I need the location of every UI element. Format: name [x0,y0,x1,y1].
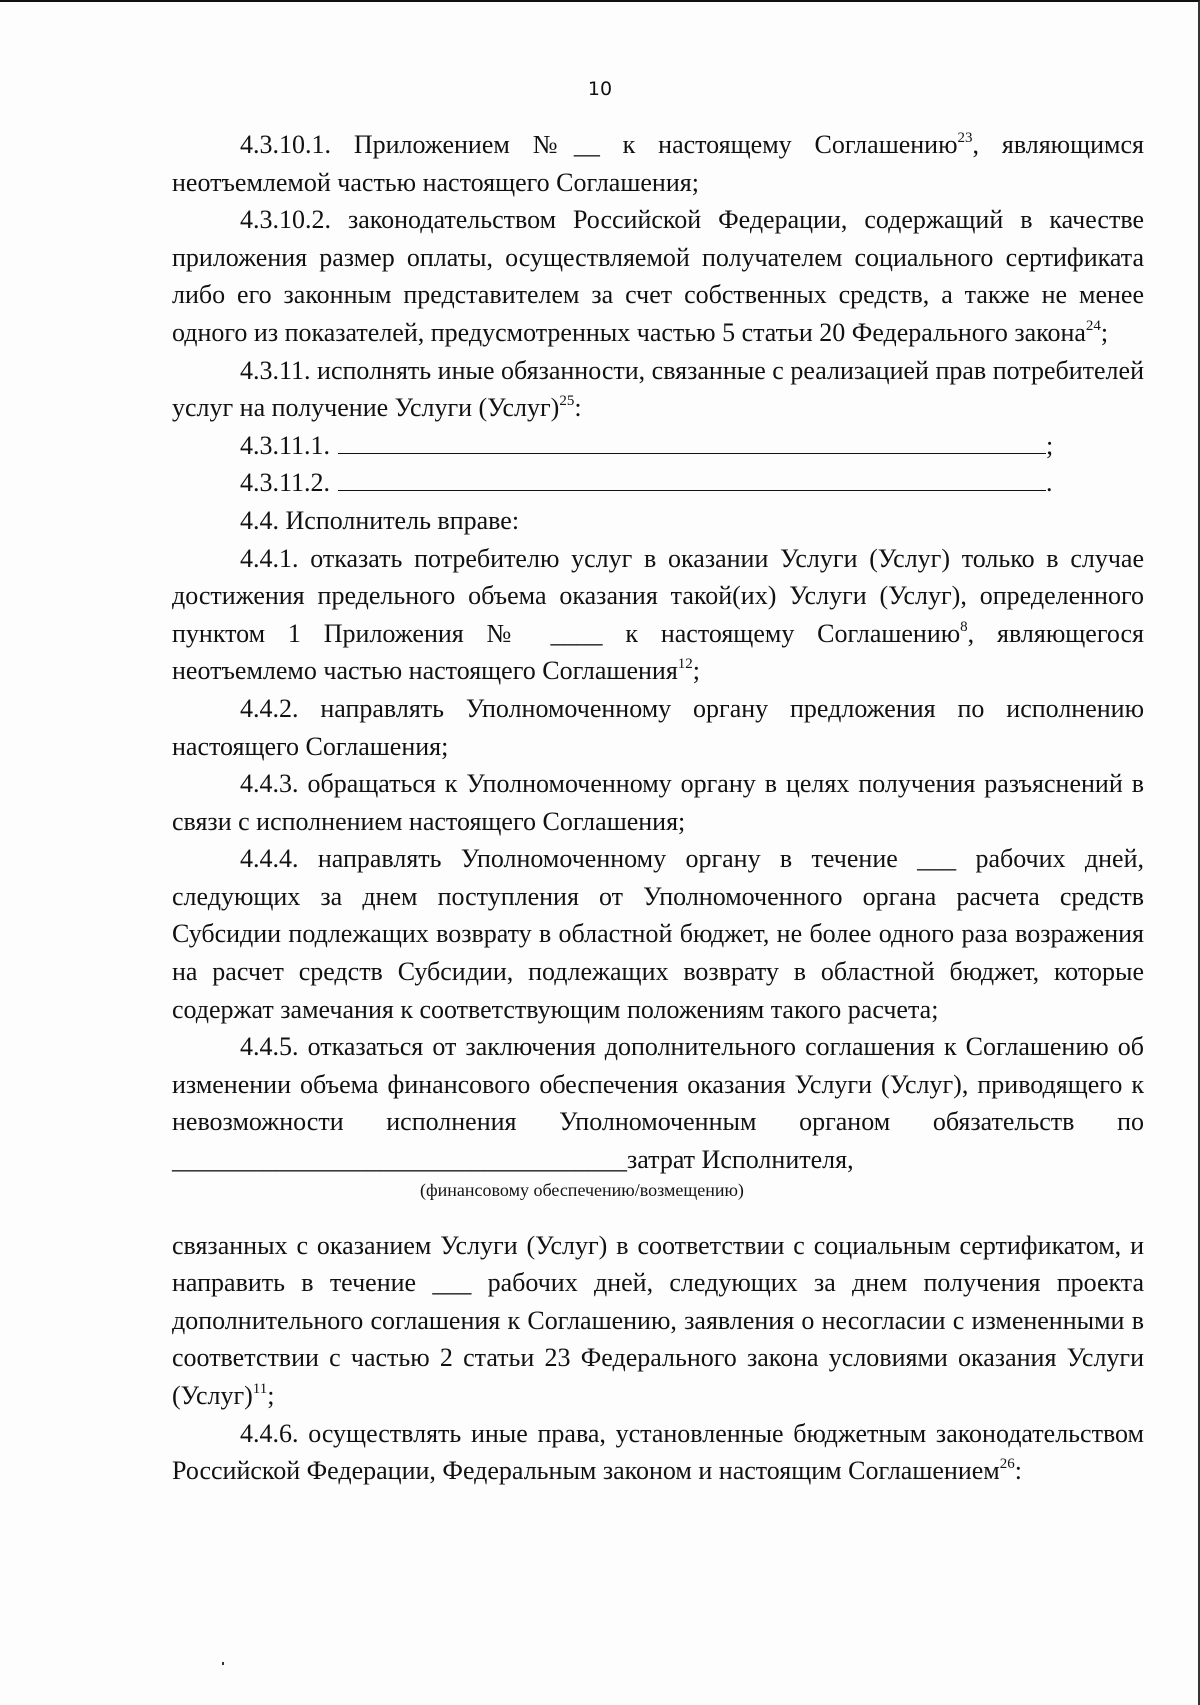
footnote-ref: 23 [957,130,973,146]
clause-4-4 [172,502,1144,540]
clause-4-4-2 [172,690,1144,765]
scan-speck [222,1662,224,1665]
clause-text: 4.3.11. исполнять иные обязанности, связанные с реализацией прав потребителей услуг на получение Услуги (Услуг) [172,355,1144,423]
clause-4-4-4 [172,840,1144,1028]
document-body [172,126,1144,1490]
footnote-ref: 8 [960,618,968,635]
clause-text-tail: ; [267,1381,275,1410]
clause-4-3-10-2 [172,201,1144,351]
clause-text: связанных с оказанием Услуги (Услуг) в соответствии с социальным сертификатом, и направить в течение ___ рабочих дней, следующих за днем получения проекта дополнительного соглашения к Соглашению, заявления о несогласии с измененными в соответствии с частью 2 статьи 23 Федерального закона условиями оказания Услуги (Услуг) [172,1230,1144,1410]
clause-4-3-11-1 [172,427,1144,465]
clause-text: 4.4.4. направлять Уполномоченному органу в течение ___ рабочих дней, следующих за днем поступления от Уполномоченного органа расчета средств Субсидии подлежащих возврату в областной бюджет, не более одного раза возражения на расчет средств Субсидии, подлежащих возврату в областной бюджет, которые содержат замечания к соответствующим положениям такого расчета; [172,844,1144,1024]
clause-4-3-10-1 [172,126,1144,201]
clause-text-mid: , являющегося неотъемлемо частью настоящего Соглашения [172,618,1144,686]
clause-end: . [1046,468,1053,498]
clause-text-tail: ; [692,656,701,686]
clause-4-3-11-2 [172,464,1144,502]
blank-fill-line [338,466,1046,491]
clause-end: ; [1046,430,1054,460]
footnote-ref: 24 [1085,317,1101,334]
clause-text: 4.4.5. отказаться от заключения дополнительного соглашения к Соглашению об изменении объема финансового обеспечения оказания Услуги (Услуг), приводящего к невозможности исполнения Уполномоченным органом обязательств по ___________________________________затрат Исполнителя, [172,1032,1144,1175]
clause-text: 4.4.2. направлять Уполномоченному органу предложения по исполнению настоящего Соглашения; [172,693,1144,761]
clause-text: 4.3.10.2. законодательством Российской Федерации, содержащий в качестве приложения размер оплаты, осуществляемой получателем социального сертификата либо его законным представителем за счет собственных средств, а также не менее одного из показателей, предусмотренных частью 5 статьи 20 Федерального закона [172,205,1144,347]
clause-text: 4.4.1. отказать потребителю услуг в оказании Услуги (Услуг) только в случае достижения предельного объема оказания такой(их) Услуги (Услуг), определенного пунктом 1 Приложения № ____ к настоящему Соглашению [172,543,1144,648]
footnote-ref: 26 [999,1456,1015,1473]
clause-text: 4.4. Исполнитель вправе: [240,505,520,535]
clause-label: 4.3.11.1. [240,430,331,460]
clause-text-tail: : [1014,1456,1022,1486]
footnote-ref: 12 [677,656,693,673]
clause-4-4-3 [172,765,1144,840]
clause-text-tail: , являющимся неотъемлемой частью настоящего Соглашения; [172,130,1144,197]
clause-4-4-6 [172,1415,1144,1490]
clause-4-4-1 [172,540,1144,690]
clause-4-4-5-continued [172,1227,1144,1415]
clause-text-tail: ; [1100,317,1109,347]
clause-4-3-11 [172,352,1144,427]
blank-fill-line [338,429,1046,454]
fill-hint-caption: (финансовому обеспечению/возмещению) [420,1179,744,1200]
clause-label: 4.3.11.2. [240,468,331,498]
page-number: 10 [587,78,613,100]
footnote-ref: 11 [252,1381,268,1397]
clause-text: 4.4.3. обращаться к Уполномоченному органу в целях получения разъяснений в связи с исполнением настоящего Соглашения; [172,769,1144,836]
clause-4-4-5 [172,1028,1144,1178]
clause-text: 4.3.10.1. Приложением №__ к настоящему Соглашению [240,130,958,159]
footnote-ref: 25 [559,393,575,410]
clause-text-tail: : [574,393,582,423]
clause-text: 4.4.6. осуществлять иные права, установленные бюджетным законодательством Российской Федерации, Федеральным законом и настоящим Соглашением [172,1418,1144,1486]
